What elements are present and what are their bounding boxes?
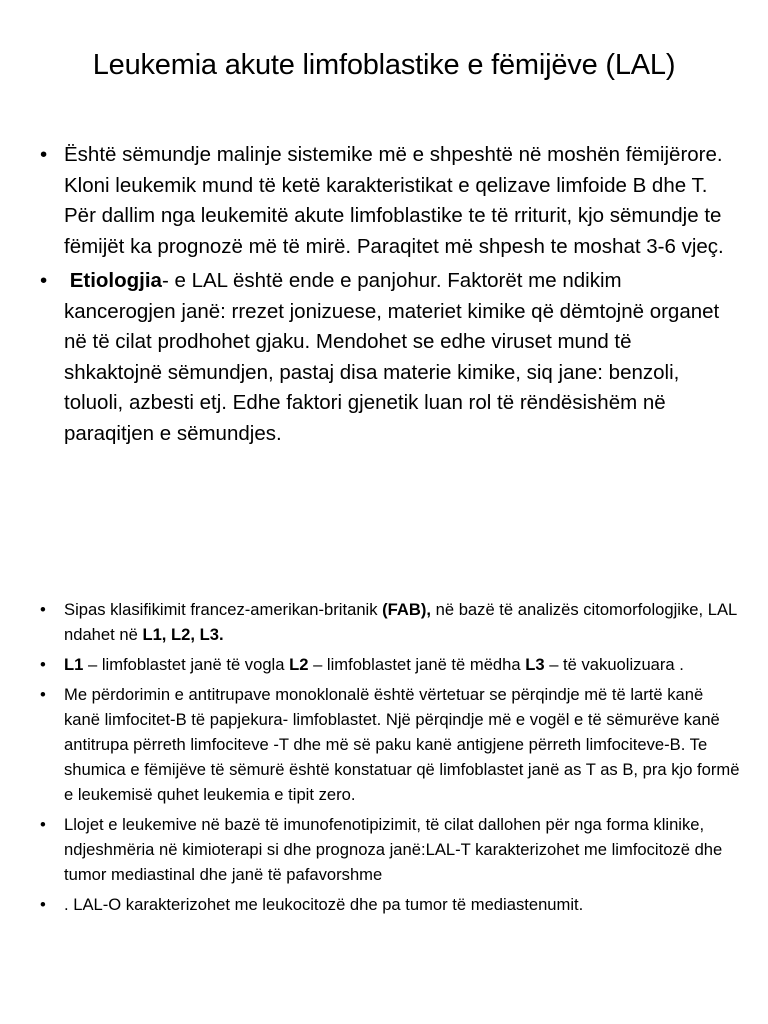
bullet-definition — [40, 140, 730, 262]
lal-o-text: . LAL-O karakterizohet me leukocitozë dhe pa tumor të mediastenumit. — [64, 895, 584, 914]
etiology-text: - e LAL është ende e panjohur. Faktorët me ndikim kancerogjen janë: rrezet jonizuese, materiet kimike që dëmtojnë organet në të cilat prodhohet gjaku. Mendohet se edhe viruset mund të shkaktojnë sëmundjen, pastaj disa materie kimike, siq jane: benzoli, toluoli, azbesti etj. Edhe faktori gjenetik luan rol të rëndësishëm në paraqitjen e sëmundjes. — [64, 269, 720, 445]
bullet-marker: • — [40, 685, 46, 704]
type-l2-text: – limfoblastet janë të mëdha — [308, 655, 526, 674]
definition-text: Është sëmundje malinje sistemike më e shpeshtë në moshën fëmijërore. Kloni leukemik mund të ketë karakteristikat e qelizave limfoide B dhe T. Për dallim nga leukemitë akute limfoblastike te të rriturit, kjo sëmundje te fëmijët ka prognozë më të mirë. Paraqitet më shpesh te moshat 3-6 vjeç. — [64, 143, 724, 258]
immunophenotype-text: Llojet e leukemive në bazë të imunofenotipizimit, të cilat dallohen për nga forma klinike, ndjeshmëria në kimioterapi si dhe prognoza janë:LAL-T karakterizohet me limfocitozë dhe tumor mediastinal dhe janë të pafavorshme — [64, 815, 723, 884]
fab-text-2: në bazë të analizës citomorfologjike, LAL ndahet në — [64, 600, 737, 644]
fab-bold-1: (FAB), — [382, 600, 432, 619]
classification-bullet-list — [40, 597, 740, 922]
fab-text-1: Sipas klasifikimit francez-amerikan-britanik — [64, 600, 383, 619]
etiology-heading: Etiologjia — [69, 269, 162, 292]
bullet-marker: • — [40, 655, 46, 674]
intro-bullet-list — [40, 140, 730, 453]
bullet-fab-classification — [40, 597, 740, 647]
bullet-lal-o — [40, 892, 740, 917]
bullet-lal-types — [40, 652, 740, 677]
bullet-marker: • — [40, 269, 48, 292]
type-l1-label: L1 — [64, 655, 84, 674]
antibodies-text: Me përdorimin e antitrupave monoklonalë është vërtetuar se përqindje më të lartë kanë kanë limfocitet-B të papjekura- limfoblastet. Një përqindje më e vogël e të sëmurëve kanë antitrupa përreth limfociteve -T dhe më së paku kanë antigjene përreth limfociteve-B. Te shumica e fëmijëve të sëmurë është konstatuar që limfoblastet janë as T as B, pra kjo formë e leukemisë quhet leukemia e tipit zero. — [64, 685, 740, 804]
slide-title: Leukemia akute limfoblastike e fëmijëve (LAL) — [92, 49, 676, 81]
type-l3-text: – të vakuolizuara . — [544, 655, 684, 674]
bullet-marker: • — [40, 143, 48, 166]
type-l3-label: L3 — [525, 655, 545, 674]
type-l2-label: L2 — [289, 655, 309, 674]
bullet-etiology — [40, 266, 730, 449]
fab-bold-2: L1, L2, L3. — [142, 625, 224, 644]
bullet-marker: • — [40, 895, 46, 914]
bullet-immunophenotype — [40, 812, 740, 887]
bullet-marker: • — [40, 815, 46, 834]
bullet-marker: • — [40, 600, 46, 619]
bullet-monoclonal-antibodies — [40, 682, 740, 807]
type-l1-text: – limfoblastet janë të vogla — [83, 655, 290, 674]
